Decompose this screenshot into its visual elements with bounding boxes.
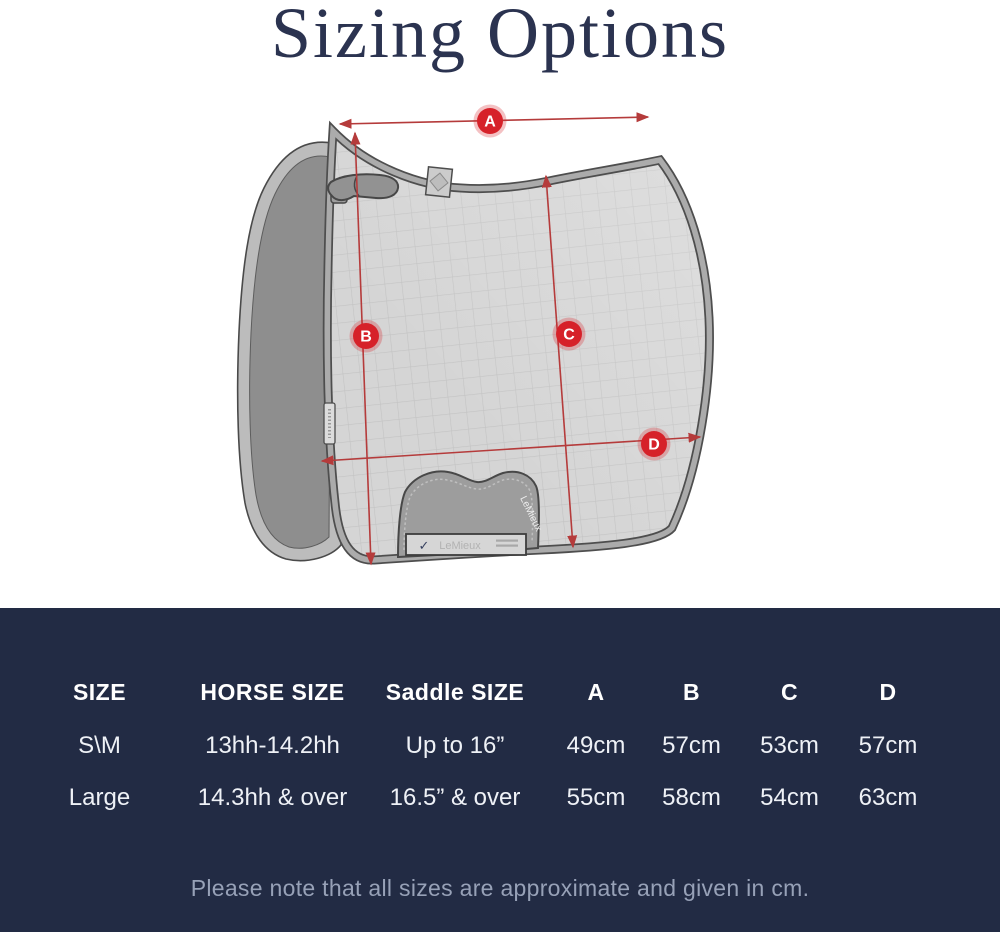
table-header-row <box>0 679 1000 705</box>
col-header-b: B <box>682 679 701 705</box>
col-header-a: A <box>587 679 605 705</box>
cell-b: 57cm <box>662 732 721 759</box>
size-table-panel <box>0 608 1000 932</box>
measure-label-c: C <box>563 326 575 344</box>
footer-note: Please note that all sizes are approximate and given in cm. <box>190 875 810 901</box>
cell-c: 54cm <box>760 784 819 811</box>
col-header-c: C <box>780 679 799 705</box>
brand-badge <box>426 167 453 197</box>
cell-saddle-size: 16.5” & over <box>389 784 521 811</box>
measure-marker-d <box>638 428 671 461</box>
brand-label <box>406 534 526 555</box>
side-tag <box>324 403 335 444</box>
col-header-size: SIZE <box>72 679 127 705</box>
measure-marker-b <box>350 320 383 353</box>
cell-horse-size: 13hh-14.2hh <box>205 732 340 759</box>
table-row <box>0 784 1000 812</box>
col-header-d: D <box>879 679 897 705</box>
measure-marker-a <box>474 105 507 138</box>
table-row <box>0 732 1000 760</box>
cell-size: Large <box>68 784 131 811</box>
cell-d: 63cm <box>858 784 918 811</box>
cell-size: S\M <box>78 732 121 759</box>
measure-label-d: D <box>648 436 660 454</box>
col-header-saddle-size: Saddle SIZE <box>385 679 525 705</box>
cell-saddle-size: Up to 16” <box>405 732 505 759</box>
cell-d: 57cm <box>858 732 918 759</box>
cell-a: 49cm <box>566 732 626 759</box>
measure-marker-c <box>553 318 586 351</box>
col-header-horse-size: HORSE SIZE <box>200 679 345 705</box>
brand-check-icon: ✓ <box>418 538 430 553</box>
cell-c: 53cm <box>760 732 819 759</box>
cell-horse-size: 14.3hh & over <box>197 784 348 811</box>
page-title: Sizing Options <box>270 0 730 73</box>
measure-label-a: A <box>484 113 496 131</box>
cell-b: 58cm <box>662 784 721 811</box>
cell-a: 55cm <box>566 784 626 811</box>
brand-text-label: LeMieux <box>439 540 481 552</box>
measure-label-b: B <box>360 328 372 346</box>
brand-text-diagonal: LeMieux <box>517 494 544 534</box>
